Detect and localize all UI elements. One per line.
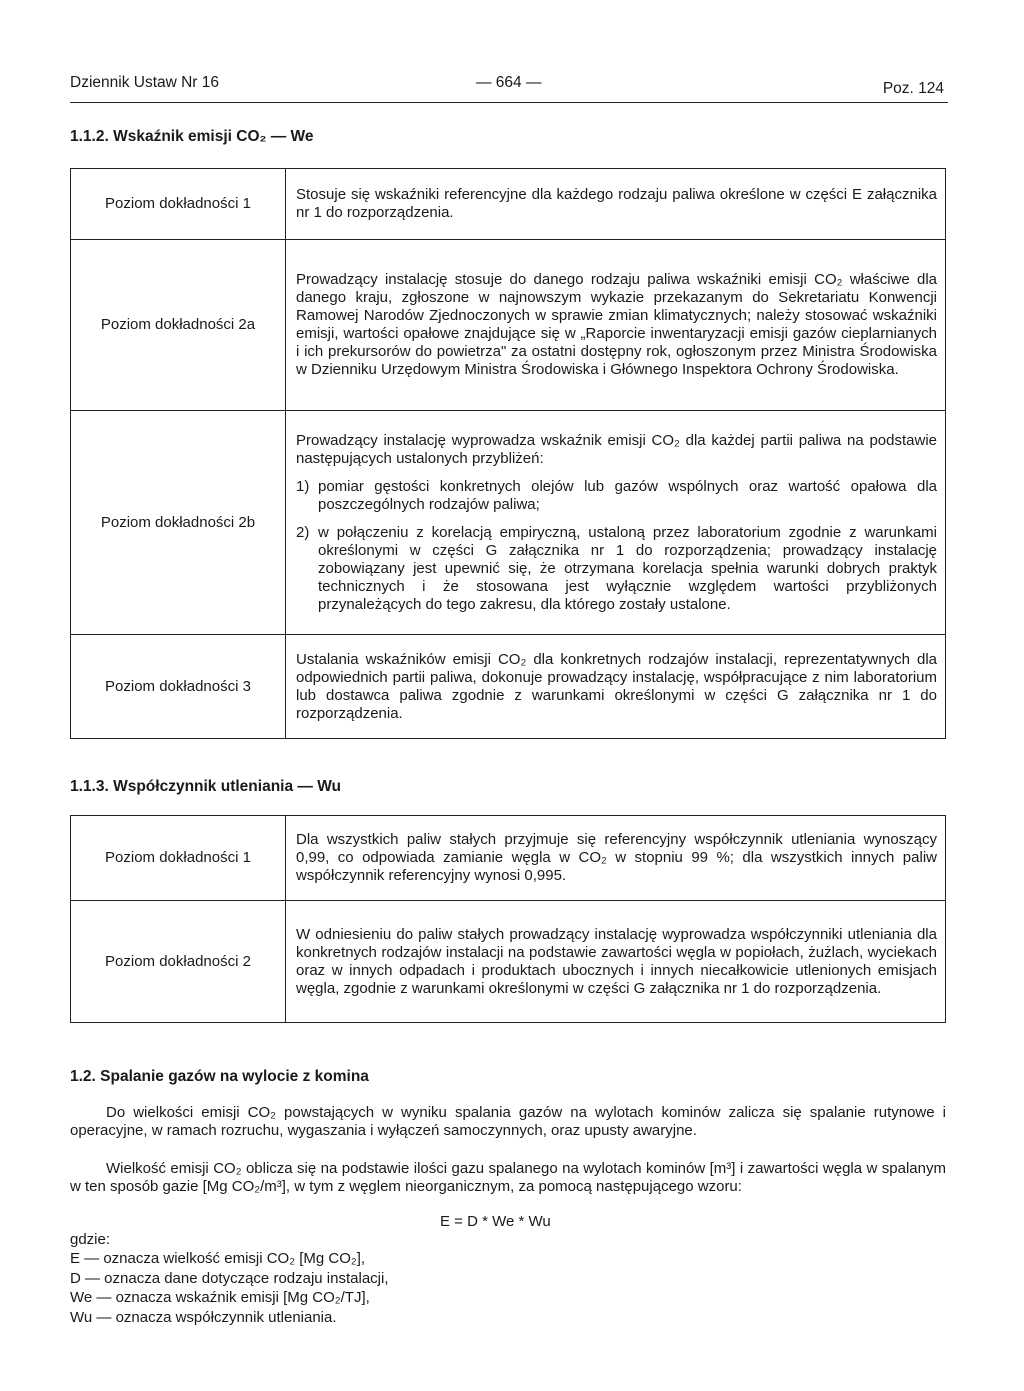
definitions-list	[70, 1249, 389, 1327]
level-description: W odniesieniu do paliw stałych prowadzący instalację wyprowadza współczynniki utleniania dla konkretnych rodzajów instalacji na podstawie zawartości węgla w popiołach, żużlach, wyciekach oraz w innych odpadach i produktach ubocznych i innych niecałkowicie utlenionych emisjach węgla, zgodnie z warunkami określonymi w części G załącznika nr 1 do rozporządzenia.	[286, 901, 946, 1023]
position-number: Poz. 124	[882, 80, 944, 97]
formula: E = D * We * Wu	[440, 1213, 551, 1230]
section-heading-1-1-3: 1.1.3. Współczynnik utleniania — Wu	[70, 778, 342, 795]
level-label: Poziom dokładności 2	[71, 901, 286, 1023]
level-description	[286, 411, 946, 635]
item-number: 2)	[296, 523, 310, 541]
page-header	[70, 74, 948, 100]
table-row	[71, 240, 946, 411]
header-divider	[70, 102, 948, 103]
list-item	[296, 478, 937, 514]
level-description: Ustalania wskaźników emisji CO₂ dla konkretnych rodzajów instalacji, reprezentatywnych dla odpowiednich partii paliwa, dokonuje prowadzący instalację, współpracujące z nim laboratorium lub dostawca paliwa zgodnie z warunkami określonymi w części G załącznika nr 1 do rozporządzenia.	[286, 635, 946, 739]
definition-item: Wu — oznacza współczynnik utleniania.	[70, 1308, 337, 1326]
level-label: Poziom dokładności 3	[71, 635, 286, 739]
list-item	[296, 524, 937, 614]
definition-item: D — oznacza dane dotyczące rodzaju instalacji,	[70, 1269, 389, 1287]
journal-title: Dziennik Ustaw Nr 16	[70, 74, 220, 91]
table-row	[71, 901, 946, 1023]
table-row	[71, 635, 946, 739]
level-label: Poziom dokładności 2b	[71, 411, 286, 635]
paragraph: Wielkość emisji CO₂ oblicza się na podstawie ilości gazu spalanego na wylotach kominów [m³] i zawartości węgla w spalanym w ten sposób gazie [Mg CO₂/m³], w tym z węglem nieorganicznym, za pomocą następującego wzoru:	[70, 1160, 946, 1195]
table-row	[71, 816, 946, 901]
section-heading-1-1-2: 1.1.2. Wskaźnik emisji CO₂ — We	[70, 128, 314, 145]
item-number: 1)	[296, 477, 310, 495]
item-text: pomiar gęstości konkretnych olejów lub gazów wspólnych oraz wartość opałowa dla poszczególnych rodzajów paliwa;	[318, 477, 937, 513]
level-label: Poziom dokładności 1	[71, 169, 286, 240]
section-heading-1-2: 1.2. Spalanie gazów na wylocie z komina	[70, 1068, 369, 1085]
emission-factor-table	[70, 168, 946, 739]
item-text: w połączeniu z korelacją empiryczną, ustaloną przez laboratorium zgodnie z warunkami określonymi w części G załącznika nr 1 do rozporządzenia; prowadzący instalację zobowiązany jest upewnić się, że otrzymana korelacja spełnia warunki dobrych praktyk technicznych i że stosowana jest wyłącznie względem wartości przybliżonych przynależących do tego zakresu, dla którego zostały ustalone.	[318, 523, 937, 613]
level-description: Dla wszystkich paliw stałych przyjmuje się referencyjny współczynnik utleniania wynoszący 0,99, co odpowiada zamianie węgla w CO₂ w stopniu 99 %; dla wszystkich innych paliw współczynnik referencyjny wynosi 0,995.	[286, 816, 946, 901]
oxidation-factor-table	[70, 815, 946, 1023]
definition-item: E — oznacza wielkość emisji CO₂ [Mg CO₂],	[70, 1250, 366, 1267]
level-label: Poziom dokładności 2a	[71, 240, 286, 411]
table-row	[71, 411, 946, 635]
paragraph: Do wielkości emisji CO₂ powstających w wyniku spalania gazów na wylotach kominów zalicza się spalanie rutynowe i operacyjne, w ramach rozruchu, wygaszania i wyłączeń samoczynnych, oraz upusty awaryjne.	[70, 1104, 946, 1139]
level-description: Stosuje się wskaźniki referencyjne dla każdego rodzaju paliwa określone w części E załącznika nr 1 do rozporządzenia.	[286, 169, 946, 240]
definition-item: We — oznacza wskaźnik emisji [Mg CO₂/TJ],	[70, 1289, 370, 1306]
table-row	[71, 169, 946, 240]
page-number: — 664 —	[476, 74, 542, 91]
level-label: Poziom dokładności 1	[71, 816, 286, 901]
where-label: gdzie:	[70, 1231, 111, 1248]
level-intro: Prowadzący instalację wyprowadza wskaźnik emisji CO₂ dla każdej partii paliwa na podstawie następujących ustalonych przybliżeń:	[296, 431, 937, 467]
level-description: Prowadzący instalację stosuje do danego rodzaju paliwa wskaźniki emisji CO₂ właściwe dla danego kraju, zgłoszone w najnowszym wykazie przekazanym do Sekretariatu Konwencji Ramowej Narodów Zjednoczonych w sprawie zmian klimatycznych; należy stosować wskaźniki emisji, wartości opałowe znajdujące się w „Raporcie inwentaryzacji emisji gazów cieplarnianych i ich prekursorów do powietrza" za ostatni dostępny rok, ogłoszonym przez Ministra Środowiska w Dzienniku Urzędowym Ministra Środowiska i Głównego Inspektora Ochrony Środowiska.	[286, 240, 946, 411]
